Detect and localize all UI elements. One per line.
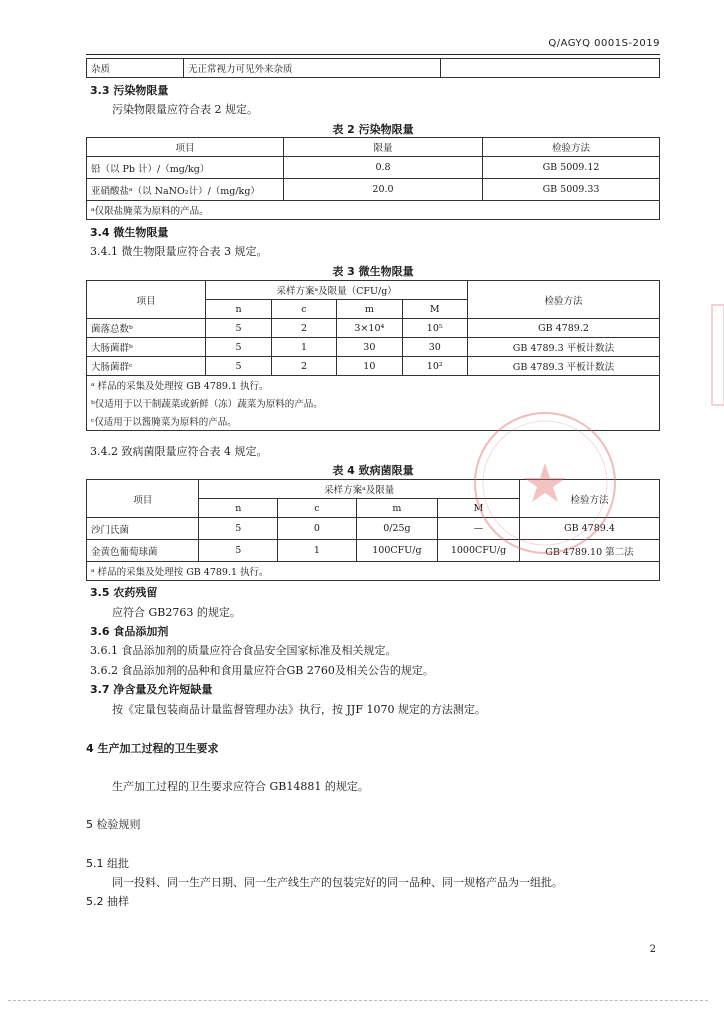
section-4-text: 生产加工过程的卫生要求应符合 GB14881 的规定。 <box>112 780 369 793</box>
t4-note: ᵃ 样品的采集及处理按 GB 4789.1 执行。 <box>87 562 660 581</box>
t3-col-n: n <box>206 300 271 319</box>
t3-row-1-n: 5 <box>206 319 271 338</box>
t3-note-3: ᶜ仅适用于以酱腌菜为原料的产品。 <box>87 412 660 431</box>
t4-row-2-n: 5 <box>199 540 278 562</box>
impurity-table <box>86 58 660 78</box>
t2-row-2-item: 亚硝酸盐ᵃ（以 NaNO₂计）/（mg/kg） <box>87 179 284 201</box>
t3-row-3-method: GB 4789.3 平板计数法 <box>467 357 659 376</box>
section-3-6-1-text: 3.6.1 食品添加剂的质量应符合食品安全国家标准及相关规定。 <box>90 644 397 657</box>
t4-col-M: M <box>438 499 520 518</box>
t4-col-m: m <box>356 499 437 518</box>
section-5-1-title: 5.1 组批 <box>86 857 129 870</box>
t3-row-2-M: 30 <box>402 338 467 357</box>
t4-row-2-M: 1000CFU/g <box>438 540 520 562</box>
impurity-value: 无正常视力可见外来杂质 <box>184 59 441 78</box>
section-3-7-title: 3.7 净含量及允许短缺量 <box>90 683 213 696</box>
section-5-1-text: 同一投料、同一生产日期、同一生产线生产的包装完好的同一品种、同一规格产品为一组批。 <box>112 876 563 889</box>
page-number: 2 <box>649 944 656 955</box>
t3-header-item: 项目 <box>87 281 206 319</box>
t3-header-method: 检验方法 <box>467 281 659 319</box>
t2-header-method: 检验方法 <box>483 138 660 157</box>
section-3-4-2-text: 3.4.2 致病菌限量应符合表 4 规定。 <box>90 445 268 458</box>
section-3-4-title: 3.4 微生物限量 <box>90 226 169 239</box>
section-3-5-text: 应符合 GB2763 的规定。 <box>112 606 241 619</box>
section-3-4-1-text: 3.4.1 微生物限量应符合表 3 规定。 <box>90 245 268 258</box>
t3-row-1-method: GB 4789.2 <box>467 319 659 338</box>
t3-col-c: c <box>271 300 336 319</box>
impurity-label: 杂质 <box>87 59 184 78</box>
t4-row-1-item: 沙门氏菌 <box>87 518 199 540</box>
section-3-3-text: 污染物限量应符合表 2 规定。 <box>112 103 258 116</box>
t4-header-item: 项目 <box>87 480 199 518</box>
header-rule <box>86 54 660 55</box>
t2-header-item: 项目 <box>87 138 284 157</box>
t2-note: ᵃ仅限盐腌菜为原料的产品。 <box>87 201 660 220</box>
table3-caption: 表 3 微生物限量 <box>332 265 414 278</box>
t3-row-2-c: 1 <box>271 338 336 357</box>
t3-note-2: ᵇ仅适用于以干制蔬菜或新鲜（冻）蔬菜为原料的产品。 <box>87 394 660 412</box>
t3-row-3-m: 10 <box>337 357 402 376</box>
t2-row-1-method: GB 5009.12 <box>483 157 660 179</box>
t3-row-1-item: 菌落总数ᵇ <box>87 319 206 338</box>
contaminant-table <box>86 137 660 220</box>
t4-row-1-M: — <box>438 518 520 540</box>
t3-row-2-m: 30 <box>337 338 402 357</box>
t4-row-1-m: 0/25g <box>356 518 437 540</box>
t3-header-plan: 采样方案ᵃ及限量（CFU/g） <box>206 281 468 300</box>
section-5-2-title: 5.2 抽样 <box>86 895 129 908</box>
section-3-3-title: 3.3 污染物限量 <box>90 84 169 97</box>
margin-seal-stamp <box>710 300 724 410</box>
t4-row-2-c: 1 <box>278 540 357 562</box>
t4-header-plan: 采样方案ᵃ及限量 <box>199 480 519 499</box>
t4-row-1-c: 0 <box>278 518 357 540</box>
t3-note-1: ᵃ 样品的采集及处理按 GB 4789.1 执行。 <box>87 376 660 395</box>
company-seal-stamp <box>470 408 620 558</box>
t4-row-2-method: GB 4789.10 第二法 <box>519 540 659 562</box>
t4-row-1-n: 5 <box>199 518 278 540</box>
t2-row-2-limit: 20.0 <box>284 179 483 201</box>
t3-row-1-m: 3×10⁴ <box>337 319 402 338</box>
t4-col-n: n <box>199 499 278 518</box>
seal-star <box>524 463 566 502</box>
section-3-5-title: 3.5 农药残留 <box>90 586 158 599</box>
t3-row-2-method: GB 4789.3 平板计数法 <box>467 338 659 357</box>
document-code: Q/AGYQ 0001S-2019 <box>548 38 660 49</box>
t4-header-method: 检验方法 <box>519 480 659 518</box>
section-3-6-2-text: 3.6.2 食品添加剂的品种和食用量应符合GB 2760及相关公告的规定。 <box>90 664 434 677</box>
t2-header-limit: 限量 <box>284 138 483 157</box>
table2-caption: 表 2 污染物限量 <box>332 123 414 136</box>
t2-row-1-item: 铅（以 Pb 计）/（mg/kg） <box>87 157 284 179</box>
footer-rule <box>8 1000 708 1001</box>
t2-row-1-limit: 0.8 <box>284 157 483 179</box>
impurity-method <box>441 59 660 78</box>
t4-row-2-item: 金黄色葡萄球菌 <box>87 540 199 562</box>
section-5-title: 5 检验规则 <box>86 818 141 831</box>
section-3-6-title: 3.6 食品添加剂 <box>90 625 169 638</box>
t3-row-1-M: 10⁵ <box>402 319 467 338</box>
t3-row-3-c: 2 <box>271 357 336 376</box>
t4-row-1-method: GB 4789.4 <box>519 518 659 540</box>
t3-row-3-M: 10² <box>402 357 467 376</box>
t3-col-M: M <box>402 300 467 319</box>
t3-row-2-n: 5 <box>206 338 271 357</box>
t3-row-3-n: 5 <box>206 357 271 376</box>
t4-row-2-m: 100CFU/g <box>356 540 437 562</box>
t3-row-1-c: 2 <box>271 319 336 338</box>
table4-caption: 表 4 致病菌限量 <box>332 464 414 477</box>
section-3-7-text: 按《定量包装商品计量监督管理办法》执行，按 JJF 1070 规定的方法测定。 <box>112 703 486 716</box>
t2-row-2-method: GB 5009.33 <box>483 179 660 201</box>
t3-row-3-item: 大肠菌群ᶜ <box>87 357 206 376</box>
section-4-title: 4 生产加工过程的卫生要求 <box>86 742 219 755</box>
t4-col-c: c <box>278 499 357 518</box>
t3-col-m: m <box>337 300 402 319</box>
t3-row-2-item: 大肠菌群ᵇ <box>87 338 206 357</box>
margin-seal-mark <box>712 305 724 405</box>
